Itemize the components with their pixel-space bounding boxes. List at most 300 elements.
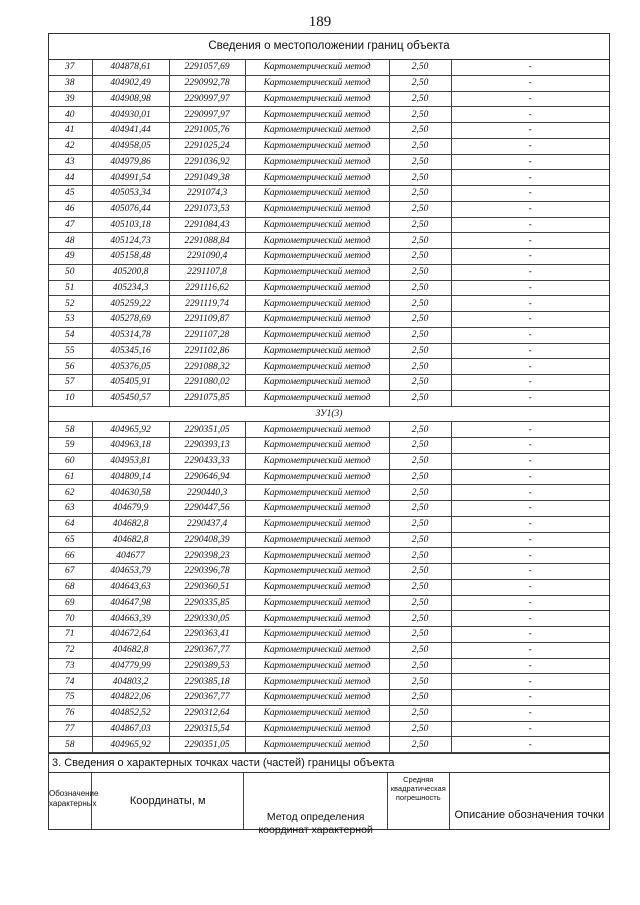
- cell-x-coordinate: 404965,92: [92, 737, 169, 753]
- cell-point-number: 71: [49, 627, 92, 643]
- cell-method: Картометрический метод: [245, 280, 389, 296]
- cell-description: -: [451, 186, 609, 202]
- cell-description: -: [451, 516, 609, 532]
- table-row: [49, 375, 609, 391]
- cell-x-coordinate: 405278,69: [92, 312, 169, 328]
- cell-method: Картометрический метод: [245, 343, 389, 359]
- cell-x-coordinate: 405076,44: [92, 201, 169, 217]
- cell-y-coordinate: 2290393,13: [169, 438, 245, 454]
- cell-x-coordinate: 404643,63: [92, 579, 169, 595]
- cell-error: 2,50: [389, 217, 451, 233]
- cell-description: -: [451, 249, 609, 265]
- cell-error: 2,50: [389, 737, 451, 753]
- cell-y-coordinate: 2290385,18: [169, 674, 245, 690]
- cell-method: Картометрический метод: [245, 690, 389, 706]
- cell-method: Картометрический метод: [245, 91, 389, 107]
- table-row: [49, 737, 609, 753]
- table-row: [49, 343, 609, 359]
- cell-description: -: [451, 390, 609, 406]
- cell-x-coordinate: 404630,58: [92, 485, 169, 501]
- cell-method: Картометрический метод: [245, 737, 389, 753]
- cell-error: 2,50: [389, 186, 451, 202]
- cell-description: -: [451, 627, 609, 643]
- cell-y-coordinate: 2291049,38: [169, 170, 245, 186]
- cell-description: -: [451, 170, 609, 186]
- cell-error: 2,50: [389, 327, 451, 343]
- cell-point-number: 50: [49, 264, 92, 280]
- cell-error: 2,50: [389, 154, 451, 170]
- cell-y-coordinate: 2290408,39: [169, 532, 245, 548]
- cell-error: 2,50: [389, 201, 451, 217]
- cell-error: 2,50: [389, 233, 451, 249]
- cell-point-number: 57: [49, 375, 92, 391]
- cell-error: 2,50: [389, 91, 451, 107]
- cell-y-coordinate: 2291116,62: [169, 280, 245, 296]
- cell-error: 2,50: [389, 60, 451, 75]
- table-row: [49, 154, 609, 170]
- table-row: [49, 438, 609, 454]
- cell-description: -: [451, 658, 609, 674]
- cell-x-coordinate: 405259,22: [92, 296, 169, 312]
- table-row: [49, 123, 609, 139]
- cell-error: 2,50: [389, 123, 451, 139]
- cell-point-number: 72: [49, 642, 92, 658]
- table-row: [49, 359, 609, 375]
- cell-method: Картометрический метод: [245, 642, 389, 658]
- cell-y-coordinate: 2290389,53: [169, 658, 245, 674]
- cell-error: 2,50: [389, 375, 451, 391]
- cell-x-coordinate: 404779,99: [92, 658, 169, 674]
- cell-point-number: 77: [49, 721, 92, 737]
- table-row: [49, 579, 609, 595]
- cell-method: Картометрический метод: [245, 516, 389, 532]
- section-title: Сведения о местоположении границ объекта: [49, 34, 609, 60]
- cell-x-coordinate: 404979,86: [92, 154, 169, 170]
- cell-method: Картометрический метод: [245, 186, 389, 202]
- cell-description: -: [451, 485, 609, 501]
- cell-point-number: 44: [49, 170, 92, 186]
- table-row: [49, 217, 609, 233]
- cell-x-coordinate: 404682,8: [92, 642, 169, 658]
- cell-x-coordinate: 404803,2: [92, 674, 169, 690]
- cell-description: -: [451, 721, 609, 737]
- cell-x-coordinate: 404991,54: [92, 170, 169, 186]
- cell-error: 2,50: [389, 390, 451, 406]
- cell-error: 2,50: [389, 422, 451, 438]
- cell-error: 2,50: [389, 721, 451, 737]
- cell-y-coordinate: 2291090,4: [169, 249, 245, 265]
- cell-x-coordinate: 404930,01: [92, 107, 169, 123]
- cell-description: -: [451, 469, 609, 485]
- cell-y-coordinate: 2290646,94: [169, 469, 245, 485]
- cell-method: Картометрический метод: [245, 438, 389, 454]
- cell-method: Картометрический метод: [245, 611, 389, 627]
- cell-error: 2,50: [389, 674, 451, 690]
- table-row: [49, 611, 609, 627]
- cell-x-coordinate: 405200,8: [92, 264, 169, 280]
- cell-y-coordinate: 2290363,41: [169, 627, 245, 643]
- cell-error: 2,50: [389, 138, 451, 154]
- cell-x-coordinate: 404965,92: [92, 422, 169, 438]
- cell-y-coordinate: 2291109,87: [169, 312, 245, 328]
- cell-y-coordinate: 2290398,23: [169, 548, 245, 564]
- table-row: [49, 564, 609, 580]
- table-row: [49, 674, 609, 690]
- cell-description: -: [451, 123, 609, 139]
- cell-point-number: 56: [49, 359, 92, 375]
- cell-x-coordinate: 405345,16: [92, 343, 169, 359]
- table-row: [49, 705, 609, 721]
- cell-method: Картометрический метод: [245, 107, 389, 123]
- cell-description: -: [451, 595, 609, 611]
- cell-x-coordinate: 405234,3: [92, 280, 169, 296]
- cell-x-coordinate: 404958,05: [92, 138, 169, 154]
- cell-method: Картометрический метод: [245, 390, 389, 406]
- coordinates-table: [49, 60, 609, 753]
- table-row: [49, 170, 609, 186]
- cell-description: -: [451, 280, 609, 296]
- cell-error: 2,50: [389, 170, 451, 186]
- table-row: [49, 186, 609, 202]
- cell-y-coordinate: 2290360,51: [169, 579, 245, 595]
- cell-method: Картометрический метод: [245, 501, 389, 517]
- cell-point-number: 60: [49, 453, 92, 469]
- cell-description: -: [451, 611, 609, 627]
- cell-error: 2,50: [389, 312, 451, 328]
- cell-point-number: 43: [49, 154, 92, 170]
- cell-error: 2,50: [389, 438, 451, 454]
- cell-error: 2,50: [389, 107, 451, 123]
- cell-x-coordinate: 405405,91: [92, 375, 169, 391]
- cell-point-number: 42: [49, 138, 92, 154]
- table-row: [49, 595, 609, 611]
- cell-point-number: 45: [49, 186, 92, 202]
- table-row: [49, 327, 609, 343]
- cell-method: Картометрический метод: [245, 627, 389, 643]
- subheader-label: ЗУ1(3): [49, 406, 609, 422]
- cell-y-coordinate: 2290997,97: [169, 91, 245, 107]
- coordinates-rows-a: [49, 60, 609, 406]
- cell-y-coordinate: 2291119,74: [169, 296, 245, 312]
- table-row: [49, 233, 609, 249]
- cell-x-coordinate: 404963,18: [92, 438, 169, 454]
- cell-y-coordinate: 2290312,64: [169, 705, 245, 721]
- cell-description: -: [451, 233, 609, 249]
- cell-error: 2,50: [389, 705, 451, 721]
- cell-x-coordinate: 405103,18: [92, 217, 169, 233]
- table-row: [49, 548, 609, 564]
- cell-description: -: [451, 453, 609, 469]
- cell-y-coordinate: 2290997,97: [169, 107, 245, 123]
- table-row: [49, 91, 609, 107]
- cell-method: Картометрический метод: [245, 674, 389, 690]
- cell-point-number: 37: [49, 60, 92, 75]
- cell-x-coordinate: 404867,03: [92, 721, 169, 737]
- cell-description: -: [451, 343, 609, 359]
- cell-method: Картометрический метод: [245, 469, 389, 485]
- cell-description: -: [451, 154, 609, 170]
- cell-y-coordinate: 2291084,43: [169, 217, 245, 233]
- table-row: [49, 280, 609, 296]
- cell-description: -: [451, 60, 609, 75]
- cell-x-coordinate: 405053,34: [92, 186, 169, 202]
- table-row: [49, 658, 609, 674]
- cell-x-coordinate: 404852,52: [92, 705, 169, 721]
- table-row: [49, 138, 609, 154]
- table-row: [49, 249, 609, 265]
- cell-method: Картометрический метод: [245, 296, 389, 312]
- cell-x-coordinate: 405314,78: [92, 327, 169, 343]
- cell-x-coordinate: 405124,73: [92, 233, 169, 249]
- table-row: [49, 627, 609, 643]
- cell-point-number: 55: [49, 343, 92, 359]
- cell-point-number: 51: [49, 280, 92, 296]
- cell-point-number: 69: [49, 595, 92, 611]
- table-row: [49, 296, 609, 312]
- cell-error: 2,50: [389, 579, 451, 595]
- cell-point-number: 75: [49, 690, 92, 706]
- cell-x-coordinate: 404653,79: [92, 564, 169, 580]
- cell-x-coordinate: 404902,49: [92, 75, 169, 91]
- cell-description: -: [451, 91, 609, 107]
- cell-error: 2,50: [389, 627, 451, 643]
- cell-y-coordinate: 2291088,32: [169, 359, 245, 375]
- cell-error: 2,50: [389, 343, 451, 359]
- col-header-description: Описание обозначения точки: [454, 809, 605, 821]
- col-header-method: Метод определения координат характерной: [244, 773, 387, 829]
- cell-description: -: [451, 312, 609, 328]
- cell-error: 2,50: [389, 516, 451, 532]
- cell-y-coordinate: 2291088,84: [169, 233, 245, 249]
- cell-x-coordinate: 404822,06: [92, 690, 169, 706]
- cell-error: 2,50: [389, 532, 451, 548]
- cell-x-coordinate: 404679,9: [92, 501, 169, 517]
- table-row: [49, 264, 609, 280]
- cell-y-coordinate: 2290351,05: [169, 422, 245, 438]
- cell-x-coordinate: 404953,81: [92, 453, 169, 469]
- cell-method: Картометрический метод: [245, 170, 389, 186]
- cell-y-coordinate: 2290440,3: [169, 485, 245, 501]
- section3-column-headers: [49, 773, 609, 836]
- cell-x-coordinate: 404941,44: [92, 123, 169, 139]
- cell-point-number: 68: [49, 579, 92, 595]
- cell-point-number: 58: [49, 737, 92, 753]
- cell-description: -: [451, 564, 609, 580]
- cell-description: -: [451, 201, 609, 217]
- cell-method: Картометрический метод: [245, 217, 389, 233]
- cell-y-coordinate: 2290992,78: [169, 75, 245, 91]
- cell-error: 2,50: [389, 485, 451, 501]
- cell-description: -: [451, 532, 609, 548]
- cell-point-number: 54: [49, 327, 92, 343]
- cell-y-coordinate: 2290330,05: [169, 611, 245, 627]
- cell-y-coordinate: 2290367,77: [169, 642, 245, 658]
- table-row: [49, 485, 609, 501]
- table-row: [49, 690, 609, 706]
- cell-method: Картометрический метод: [245, 721, 389, 737]
- cell-point-number: 38: [49, 75, 92, 91]
- cell-description: -: [451, 579, 609, 595]
- cell-error: 2,50: [389, 75, 451, 91]
- cell-method: Картометрический метод: [245, 548, 389, 564]
- cell-method: Картометрический метод: [245, 375, 389, 391]
- cell-description: -: [451, 296, 609, 312]
- cell-error: 2,50: [389, 264, 451, 280]
- table-row: [49, 75, 609, 91]
- cell-y-coordinate: 2291005,76: [169, 123, 245, 139]
- cell-y-coordinate: 2290447,56: [169, 501, 245, 517]
- cell-y-coordinate: 2291107,8: [169, 264, 245, 280]
- cell-error: 2,50: [389, 611, 451, 627]
- cell-y-coordinate: 2291080,02: [169, 375, 245, 391]
- cell-y-coordinate: 2291057,69: [169, 60, 245, 75]
- cell-y-coordinate: 2290396,78: [169, 564, 245, 580]
- cell-error: 2,50: [389, 453, 451, 469]
- cell-method: Картометрический метод: [245, 453, 389, 469]
- cell-description: -: [451, 501, 609, 517]
- table-row: [49, 501, 609, 517]
- table-row: [49, 422, 609, 438]
- cell-error: 2,50: [389, 296, 451, 312]
- cell-description: -: [451, 217, 609, 233]
- table-subheader-row: [49, 406, 609, 422]
- cell-point-number: 64: [49, 516, 92, 532]
- cell-y-coordinate: 2291025,24: [169, 138, 245, 154]
- cell-method: Картометрический метод: [245, 658, 389, 674]
- cell-error: 2,50: [389, 642, 451, 658]
- table-row: [49, 721, 609, 737]
- cell-method: Картометрический метод: [245, 327, 389, 343]
- cell-method: Картометрический метод: [245, 123, 389, 139]
- cell-description: -: [451, 327, 609, 343]
- cell-x-coordinate: 404682,8: [92, 516, 169, 532]
- col-header-error: Средняя квадратическая погрешность: [388, 773, 450, 829]
- cell-description: -: [451, 690, 609, 706]
- cell-error: 2,50: [389, 548, 451, 564]
- cell-point-number: 48: [49, 233, 92, 249]
- cell-x-coordinate: 404682,8: [92, 532, 169, 548]
- table-row: [49, 469, 609, 485]
- cell-method: Картометрический метод: [245, 312, 389, 328]
- cell-point-number: 58: [49, 422, 92, 438]
- cell-method: Картометрический метод: [245, 138, 389, 154]
- col-header-id: Обозначение характерных: [49, 773, 92, 829]
- cell-description: -: [451, 422, 609, 438]
- cell-description: -: [451, 375, 609, 391]
- cell-x-coordinate: 405376,05: [92, 359, 169, 375]
- cell-point-number: 73: [49, 658, 92, 674]
- cell-x-coordinate: 404647,98: [92, 595, 169, 611]
- cell-method: Картометрический метод: [245, 359, 389, 375]
- cell-method: Картометрический метод: [245, 532, 389, 548]
- cell-y-coordinate: 2290315,54: [169, 721, 245, 737]
- cell-point-number: 74: [49, 674, 92, 690]
- cell-description: -: [451, 359, 609, 375]
- table-row: [49, 453, 609, 469]
- cell-method: Картометрический метод: [245, 264, 389, 280]
- cell-error: 2,50: [389, 469, 451, 485]
- cell-description: -: [451, 548, 609, 564]
- cell-x-coordinate: 404677: [92, 548, 169, 564]
- cell-y-coordinate: 2291102,86: [169, 343, 245, 359]
- table-row: [49, 642, 609, 658]
- cell-error: 2,50: [389, 359, 451, 375]
- cell-point-number: 39: [49, 91, 92, 107]
- col-header-coordinates: Координаты, м: [92, 773, 244, 829]
- section3-title: 3. Сведения о характерных точках части (частей) границы объекта: [49, 753, 609, 773]
- cell-point-number: 76: [49, 705, 92, 721]
- cell-point-number: 10: [49, 390, 92, 406]
- page-number: 189: [308, 14, 332, 30]
- cell-point-number: 52: [49, 296, 92, 312]
- cell-description: -: [451, 674, 609, 690]
- cell-point-number: 47: [49, 217, 92, 233]
- cell-x-coordinate: 405450,57: [92, 390, 169, 406]
- cell-description: -: [451, 737, 609, 753]
- cell-error: 2,50: [389, 595, 451, 611]
- cell-description: -: [451, 264, 609, 280]
- table-row: [49, 516, 609, 532]
- table-row: [49, 390, 609, 406]
- cell-error: 2,50: [389, 280, 451, 296]
- cell-error: 2,50: [389, 564, 451, 580]
- cell-point-number: 40: [49, 107, 92, 123]
- cell-description: -: [451, 438, 609, 454]
- cell-method: Картометрический метод: [245, 595, 389, 611]
- cell-method: Картометрический метод: [245, 579, 389, 595]
- cell-error: 2,50: [389, 501, 451, 517]
- cell-point-number: 41: [49, 123, 92, 139]
- cell-point-number: 62: [49, 485, 92, 501]
- cell-method: Картометрический метод: [245, 75, 389, 91]
- cell-x-coordinate: 404908,98: [92, 91, 169, 107]
- cell-point-number: 65: [49, 532, 92, 548]
- cell-point-number: 66: [49, 548, 92, 564]
- cell-description: -: [451, 642, 609, 658]
- cell-point-number: 46: [49, 201, 92, 217]
- table-row: [49, 312, 609, 328]
- cell-y-coordinate: 2291107,28: [169, 327, 245, 343]
- cell-y-coordinate: 2291036,92: [169, 154, 245, 170]
- cell-y-coordinate: 2290433,33: [169, 453, 245, 469]
- cell-x-coordinate: 405158,48: [92, 249, 169, 265]
- cell-method: Картометрический метод: [245, 249, 389, 265]
- cell-method: Картометрический метод: [245, 485, 389, 501]
- cell-y-coordinate: 2291073,53: [169, 201, 245, 217]
- cell-method: Картометрический метод: [245, 422, 389, 438]
- table-row: [49, 532, 609, 548]
- cell-error: 2,50: [389, 690, 451, 706]
- cell-method: Картометрический метод: [245, 233, 389, 249]
- cell-point-number: 49: [49, 249, 92, 265]
- cell-description: -: [451, 75, 609, 91]
- cell-y-coordinate: 2290351,05: [169, 737, 245, 753]
- cell-point-number: 53: [49, 312, 92, 328]
- cell-y-coordinate: 2290437,4: [169, 516, 245, 532]
- cell-error: 2,50: [389, 249, 451, 265]
- cell-point-number: 59: [49, 438, 92, 454]
- cell-method: Картометрический метод: [245, 564, 389, 580]
- cell-error: 2,50: [389, 658, 451, 674]
- table-row: [49, 107, 609, 123]
- cell-point-number: 61: [49, 469, 92, 485]
- table-row: [49, 201, 609, 217]
- cell-x-coordinate: 404878,61: [92, 60, 169, 75]
- cell-y-coordinate: 2291074,3: [169, 186, 245, 202]
- cell-method: Картометрический метод: [245, 154, 389, 170]
- cell-y-coordinate: 2291075,85: [169, 390, 245, 406]
- boundary-sheet: [48, 33, 610, 836]
